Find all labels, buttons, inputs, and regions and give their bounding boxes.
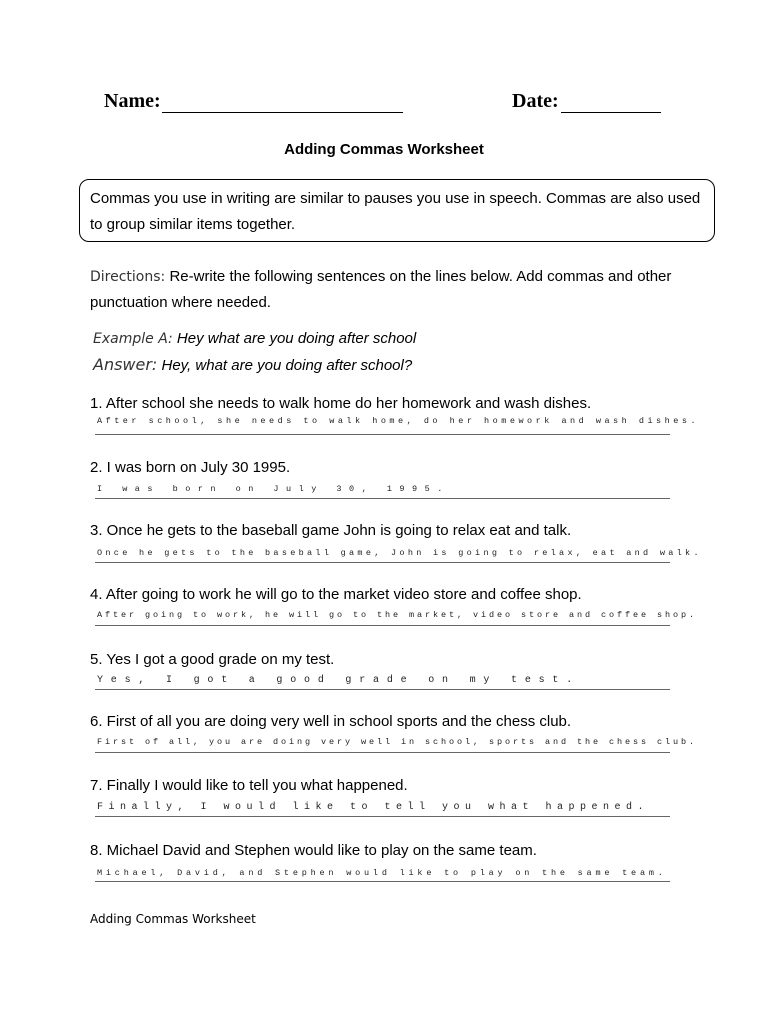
answer-1: After school, she needs to walk home, do her homework and wash dishes. [97, 416, 700, 426]
question-8: 8. Michael David and Stephen would like to play on the same team. [90, 842, 537, 859]
answer-2: I was born on July 30, 1995. [97, 484, 450, 494]
date-blank-line [561, 112, 661, 113]
directions [90, 264, 690, 315]
name-blank-line [162, 112, 403, 113]
answer-7: Finally, I would like to tell you what happened. [97, 802, 650, 813]
answer-text: Hey, what are you doing after school? [161, 357, 413, 374]
date-label: Date: [512, 90, 559, 112]
question-2: 2. I was born on July 30 1995. [90, 459, 291, 476]
answer-5: Yes, I got a good grade on my test. [97, 675, 581, 686]
example-text: Hey what are you doing after school [176, 330, 417, 347]
question-6: 6. First of all you are doing very well in school sports and the chess club. [90, 713, 572, 730]
directions-text: Re-write the following sentences on the lines below. Add commas and other punctuation where needed. [90, 268, 672, 311]
answer-line-1 [95, 434, 670, 435]
question-7: 7. Finally I would like to tell you what happened. [90, 777, 408, 794]
answer-line-3 [95, 562, 670, 563]
name-label: Name: [104, 90, 161, 112]
question-3: 3. Once he gets to the baseball game John is going to relax eat and talk. [90, 522, 572, 539]
answer-line-8 [95, 881, 670, 882]
answer-4: After going to work, he will go to the market, video store and coffee shop. [97, 610, 698, 620]
answer-3: Once he gets to the baseball game, John is going to relax, eat and walk. [97, 548, 702, 558]
example-row [93, 330, 416, 347]
question-4: 4. After going to work he will go to the market video store and coffee shop. [90, 586, 582, 603]
question-1: 1. After school she needs to walk home do her homework and wash dishes. [90, 395, 592, 412]
answer-label: Answer: [93, 355, 158, 374]
example-label: Example A: [93, 331, 173, 347]
directions-label: Directions: [90, 269, 166, 285]
intro-box [79, 179, 715, 242]
worksheet-title: Adding Commas Worksheet [284, 141, 484, 158]
answer-line-6 [95, 752, 670, 753]
answer-line-2 [95, 498, 670, 499]
answer-line-4 [95, 625, 670, 626]
answer-line-5 [95, 689, 670, 690]
intro-text: Commas you use in writing are similar to pauses you use in speech. Commas are also used to group similar items together. [90, 190, 701, 233]
answer-row [93, 355, 412, 374]
answer-6: First of all, you are doing very well in school, sports and the chess club. [97, 737, 698, 747]
answer-line-7 [95, 816, 670, 817]
footer-text: Adding Commas Worksheet [90, 912, 256, 926]
answer-8: Michael, David, and Stephen would like to play on the same team. [97, 868, 667, 878]
question-5: 5. Yes I got a good grade on my test. [90, 651, 335, 668]
